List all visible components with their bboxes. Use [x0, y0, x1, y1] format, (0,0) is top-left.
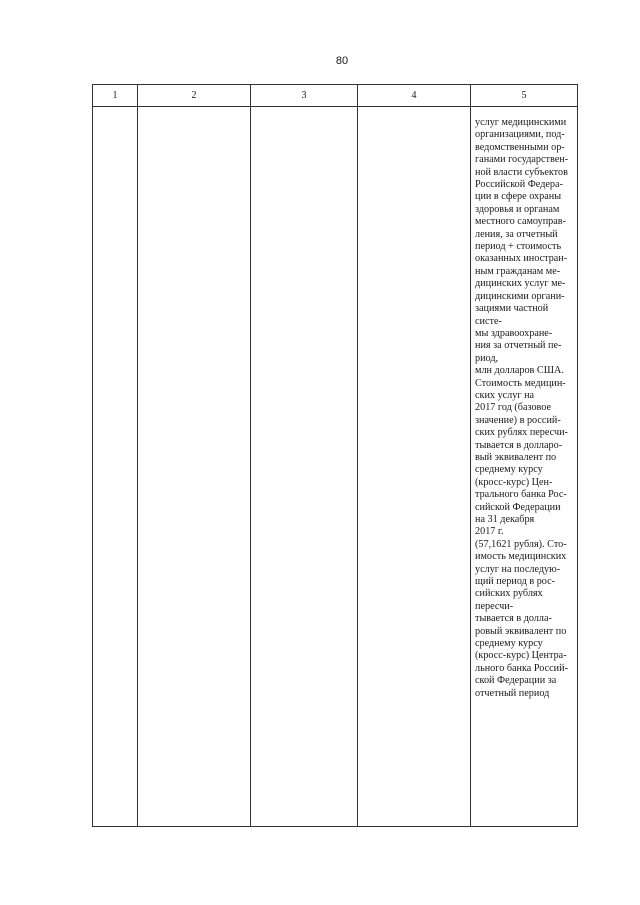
column-header-2: 2 — [138, 85, 251, 107]
table-cell-col4 — [358, 107, 471, 827]
table-cell-col2 — [138, 107, 251, 827]
table-cell-col1 — [93, 107, 138, 827]
data-table — [92, 84, 578, 827]
cell-text-col4 — [358, 107, 470, 117]
table-cell-col5 — [471, 107, 578, 827]
cell-text-col3 — [251, 107, 357, 117]
cell-text-col2 — [138, 107, 250, 117]
table-header-row — [93, 85, 578, 107]
cell-text-col5: услуг медицинскими организациями, под- ведомственными ор- ганами государствен- ной власти субъектов Российской Федера- ции в сфере охраны здоровья и органам местного самоуправ- ления, за отчетный период + стоимость оказанных иностран- ным гражданам ме- дицинских услуг ме- дицинскими органи- зациями частной систе- мы здравоохране- ния за отчетный пе- риод, млн долларов США. Стоимость медицин- ских услуг на 2017 год (базовое значение) в россий- ских рублях пересчи- тывается в долларо- вый эквивалент по среднему курсу (кросс-курс) Цен- трального банка Рос- сийской Федерации на 31 декабря 2017 г. (57,1621 рубля). Сто- имость медицинских услуг на последую- щий период в рос- сийских рублях пересчи- тывается в долла- ровый эквивалент по среднему курсу (кросс-курс) Центра- льного банка Россий- ской Федерации за отчетный период — [475, 117, 569, 699]
page-number: 80 — [335, 55, 349, 67]
column-header-5: 5 — [471, 85, 578, 107]
column-header-1: 1 — [93, 85, 138, 107]
cell-text-col1 — [93, 107, 137, 117]
table-row — [93, 107, 578, 827]
column-header-4: 4 — [358, 85, 471, 107]
table-cell-col3 — [251, 107, 358, 827]
column-header-3: 3 — [251, 85, 358, 107]
